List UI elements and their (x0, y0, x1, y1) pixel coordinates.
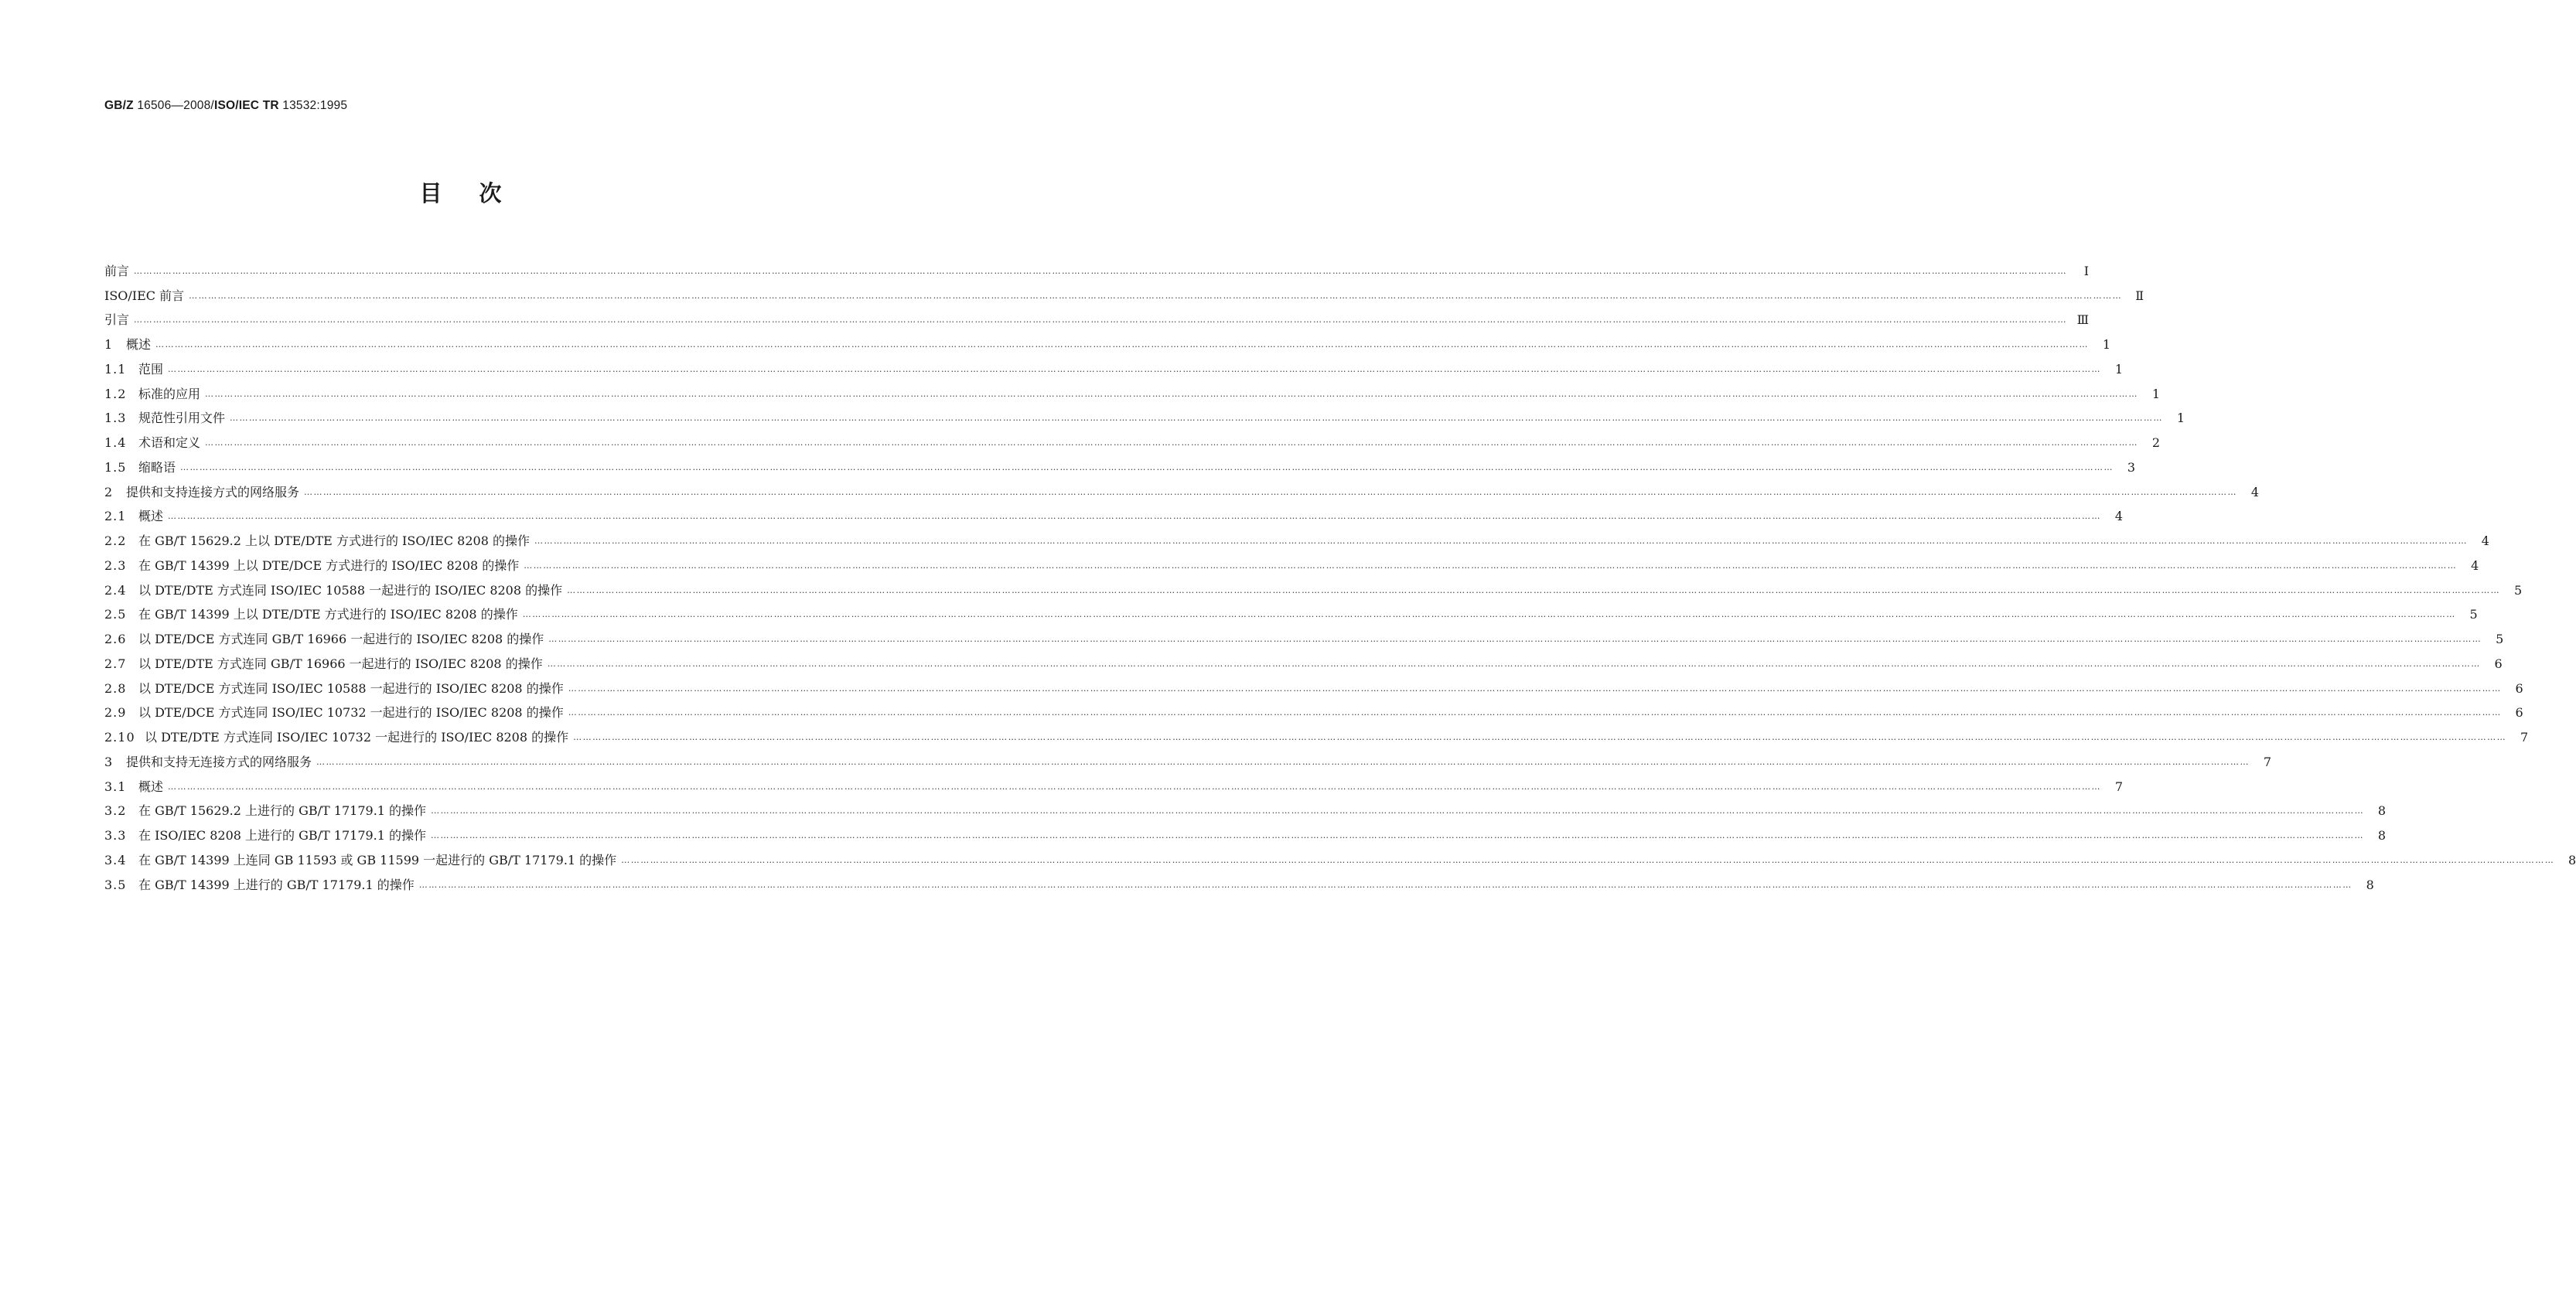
toc-entry-text (104, 803, 426, 819)
toc-entry-page: 5 (2513, 582, 2523, 598)
toc-leader-dots: …………………………………………………………………………………………………………………………………………………………………………………………………………………………………………………………………………………………………………………………………………………………………………………………………………………………………………………………………………………………………………………………………………………… (547, 658, 2481, 669)
toc-leader-dots: …………………………………………………………………………………………………………………………………………………………………………………………………………………………………………………………………………………………………………………………………………………………………………………………………………………………………………………………………………………………………………………………………………………… (189, 290, 2123, 301)
toc-entry[interactable] (104, 500, 2124, 525)
toc-entry-title: 规范性引用文件 (138, 411, 226, 426)
toc-entry-text (104, 632, 544, 647)
toc-entry-text (104, 337, 151, 353)
toc-entry-text (104, 853, 616, 868)
toc-entry-text (104, 755, 312, 770)
toc-entry-title: 在 GB/T 14399 上以 DTE/DTE 方式进行的 ISO/IEC 8208 的操作 (138, 607, 518, 622)
toc-entry-number: 1.2 (104, 386, 127, 401)
toc-entry-title: 在 ISO/IEC 8208 上进行的 GB/T 17179.1 的操作 (138, 828, 427, 843)
toc-entry-text (104, 387, 200, 402)
toc-entry-page: 6 (2515, 680, 2523, 696)
toc-entry-page: 5 (2496, 632, 2504, 646)
toc-entry-number: 1.4 (104, 435, 127, 450)
toc-entry-text (104, 878, 415, 893)
toc-leader-dots: …………………………………………………………………………………………………………………………………………………………………………………………………………………………………………………………………………………………………………………………………………………………………………………………………………………………………………………………………………………………………………………………………………………… (548, 634, 2482, 644)
toc-entry-page: 8 (2377, 803, 2387, 819)
toc-entry-page: 7 (2263, 754, 2272, 769)
toc-leader-dots: …………………………………………………………………………………………………………………………………………………………………………………………………………………………………………………………………………………………………………………………………………………………………………………………………………………………………………………………………………………………………………………………………………………… (522, 609, 2456, 620)
toc-entry-page: 8 (2377, 828, 2387, 843)
toc-entry-page: 1 (2151, 386, 2161, 401)
toc-leader-dots: …………………………………………………………………………………………………………………………………………………………………………………………………………………………………………………………………………………………………………………………………………………………………………………………………………………………………………………………………………………………………………………………………………………… (134, 315, 2068, 326)
toc-leader-dots: …………………………………………………………………………………………………………………………………………………………………………………………………………………………………………………………………………………………………………………………………………………………………………………………………………………………………………………………………………………………………………………………………………………… (534, 536, 2468, 546)
toc-entry-text (104, 681, 564, 697)
toc-entry-title: 概述 (138, 509, 164, 524)
toc-entry-number: 2.1 (104, 509, 127, 524)
toc-entry-number: 2.2 (104, 533, 127, 548)
toc-leader-dots: …………………………………………………………………………………………………………………………………………………………………………………………………………………………………………………………………………………………………………………………………………………………………………………………………………………………………………………………………………………………………………………………………………………… (524, 560, 2458, 571)
toc-entry-page: 2 (2151, 435, 2161, 450)
toc-leader-dots: …………………………………………………………………………………………………………………………………………………………………………………………………………………………………………………………………………………………………………………………………………………………………………………………………………………………………………………………………………………………………………………………………………………… (180, 462, 2114, 472)
toc-entry[interactable] (104, 402, 2185, 427)
toc-entry-page: 4 (2250, 484, 2260, 499)
toc-entry-text (104, 485, 299, 500)
toc-entry-page: 6 (2494, 656, 2503, 671)
toc-entry[interactable] (104, 279, 2144, 304)
toc-entry-title: 概述 (138, 779, 164, 794)
toc-entry-text (104, 264, 129, 279)
toc-entry-title: 概述 (126, 337, 152, 352)
toc-leader-dots: …………………………………………………………………………………………………………………………………………………………………………………………………………………………………………………………………………………………………………………………………………………………………………………………………………………………………………………………………………………………………………………………………………………… (168, 511, 2102, 522)
toc-leader-dots: …………………………………………………………………………………………………………………………………………………………………………………………………………………………………………………………………………………………………………………………………………………………………………………………………………………………………………………………………………………………………………………………………………………… (418, 879, 2353, 890)
toc-entry-number: 2.4 (104, 582, 127, 598)
toc-entry[interactable] (104, 574, 2523, 598)
toc-entry[interactable] (104, 328, 2111, 353)
toc-leader-dots: …………………………………………………………………………………………………………………………………………………………………………………………………………………………………………………………………………………………………………………………………………………………………………………………………………………………………………………………………………………………………………………………………………………… (573, 732, 2507, 742)
toc-entry-title: 在 GB/T 15629.2 上以 DTE/DTE 方式进行的 ISO/IEC 8208 的操作 (138, 533, 530, 548)
toc-title: 目次 (419, 180, 539, 206)
toc-entry-page: 8 (2366, 877, 2374, 892)
toc-entry-title: 在 GB/T 14399 上连同 GB 11593 或 GB 11599 一起进行的 GB/T 17179.1 的操作 (138, 852, 617, 867)
toc-entry-title: 以 DTE/DCE 方式连同 GB/T 16966 一起进行的 ISO/IEC 8208 的操作 (138, 632, 544, 646)
toc-entry[interactable] (104, 254, 2090, 279)
toc-entry[interactable] (104, 598, 2478, 623)
toc-entry-text (104, 583, 562, 598)
toc-leader-dots: …………………………………………………………………………………………………………………………………………………………………………………………………………………………………………………………………………………………………………………………………………………………………………………………………………………………………………………………………………………………………………………………………………………… (431, 806, 2365, 816)
toc-entry-title: 以 DTE/DTE 方式连同 GB/T 16966 一起进行的 ISO/IEC 8208 的操作 (138, 656, 543, 671)
toc-entry-text (104, 509, 163, 524)
toc-entry-number: 2.5 (104, 607, 127, 622)
toc-leader-dots: …………………………………………………………………………………………………………………………………………………………………………………………………………………………………………………………………………………………………………………………………………………………………………………………………………………………………………………………………………………………………………………………………………………… (568, 707, 2502, 718)
toc-leader-dots: …………………………………………………………………………………………………………………………………………………………………………………………………………………………………………………………………………………………………………………………………………………………………………………………………………………………………………………………………………………………………………………………………………………… (316, 756, 2250, 767)
toc-entry-number: 2.6 (104, 632, 127, 646)
toc-entry-title: 以 DTE/DTE 方式连同 ISO/IEC 10732 一起进行的 ISO/IEC 8208 的操作 (145, 730, 569, 745)
toc-entry-title: 引言 (104, 312, 130, 328)
toc-entry[interactable] (104, 697, 2523, 721)
toc-entry-title: 提供和支持无连接方式的网络服务 (126, 754, 312, 769)
toc-entry-text (104, 656, 543, 672)
toc-leader-dots: …………………………………………………………………………………………………………………………………………………………………………………………………………………………………………………………………………………………………………………………………………………………………………………………………………………………………………………………………………………………………………………………………………………… (304, 486, 2238, 497)
toc-entry-text (104, 705, 564, 721)
header-code-part4: 13532:1995 (278, 99, 348, 112)
document-code-header (104, 99, 347, 113)
toc-leader-dots: …………………………………………………………………………………………………………………………………………………………………………………………………………………………………………………………………………………………………………………………………………………………………………………………………………………………………………………………………………………………………………………………………………………… (568, 683, 2502, 694)
toc-entry-text (104, 288, 184, 304)
toc-leader-dots: …………………………………………………………………………………………………………………………………………………………………………………………………………………………………………………………………………………………………………………………………………………………………………………………………………………………………………………………………………………………………………………………………………………… (168, 363, 2102, 374)
toc-entry-title: ISO/IEC 前言 (104, 288, 185, 303)
toc-entry-page: 1 (2176, 411, 2185, 426)
toc-entry[interactable] (104, 868, 2374, 893)
toc-entry[interactable] (104, 844, 2576, 868)
toc-entry-title: 以 DTE/DTE 方式连同 ISO/IEC 10588 一起进行的 ISO/IEC 8208 的操作 (138, 582, 563, 598)
toc-leader-dots: …………………………………………………………………………………………………………………………………………………………………………………………………………………………………………………………………………………………………………………………………………………………………………………………………………………………………………………………………………………………………………………………………………………… (205, 438, 2139, 448)
toc-entry-page: 4 (2114, 509, 2124, 524)
toc-entry[interactable] (104, 426, 2161, 451)
toc-leader-dots: …………………………………………………………………………………………………………………………………………………………………………………………………………………………………………………………………………………………………………………………………………………………………………………………………………………………………………………………………………………………………………………………………………………… (230, 413, 2164, 424)
toc-entry-page: Ⅲ (2076, 312, 2090, 328)
toc-entry-text (104, 558, 519, 574)
toc-entry[interactable] (104, 745, 2272, 770)
toc-entry-number: 3.4 (104, 852, 127, 867)
toc-entry-text (104, 828, 426, 844)
toc-entry-text (104, 411, 225, 426)
toc-entry[interactable] (104, 377, 2161, 402)
toc-entry-title: 在 GB/T 14399 上以 DTE/DCE 方式进行的 ISO/IEC 8208 的操作 (138, 557, 520, 573)
toc-entry[interactable] (104, 819, 2387, 844)
toc-entry-text (104, 607, 518, 622)
toc-entry[interactable] (104, 549, 2479, 574)
toc-entry[interactable] (104, 353, 2124, 377)
toc-entry-page: 8 (2568, 852, 2576, 867)
toc-entry-text (104, 362, 163, 377)
toc-entry[interactable] (104, 770, 2124, 795)
toc-leader-dots: …………………………………………………………………………………………………………………………………………………………………………………………………………………………………………………………………………………………………………………………………………………………………………………………………………………………………………………………………………………………………………………………………………………… (134, 265, 2068, 276)
toc-entry-number: 3.5 (104, 877, 127, 892)
toc-entry-number: 2.8 (104, 680, 127, 696)
toc-entry[interactable] (104, 475, 2260, 500)
toc-leader-dots: …………………………………………………………………………………………………………………………………………………………………………………………………………………………………………………………………………………………………………………………………………………………………………………………………………………………………………………………………………………………………………………………………………………… (168, 781, 2102, 792)
toc-entry[interactable] (104, 622, 2504, 647)
toc-leader-dots: …………………………………………………………………………………………………………………………………………………………………………………………………………………………………………………………………………………………………………………………………………………………………………………………………………………………………………………………………………………………………………………………………………………… (431, 830, 2365, 840)
toc-entry-number: 2 (104, 484, 114, 499)
toc-entry-page: 5 (2469, 607, 2478, 622)
toc-entry-number: 3.2 (104, 803, 127, 819)
toc-entry-number: 3 (104, 754, 114, 769)
toc-entry-text (104, 779, 163, 795)
toc-entry-page: 1 (2114, 361, 2124, 377)
toc-entry[interactable] (104, 647, 2503, 672)
toc-entry-number: 1 (104, 337, 114, 352)
toc-entry-number: 2.9 (104, 705, 127, 721)
toc-entry-number: 1.1 (104, 361, 127, 377)
toc-entry-title: 在 GB/T 15629.2 上进行的 GB/T 17179.1 的操作 (138, 803, 427, 819)
toc-entry-title: 以 DTE/DCE 方式连同 ISO/IEC 10588 一起进行的 ISO/IEC 8208 的操作 (138, 680, 564, 696)
toc-entry-text (104, 533, 530, 549)
toc-entry-number: 2.10 (104, 730, 135, 745)
header-code-part1: GB/Z (104, 99, 134, 112)
toc-entry-page: Ⅰ (2083, 263, 2090, 278)
toc-leader-dots: …………………………………………………………………………………………………………………………………………………………………………………………………………………………………………………………………………………………………………………………………………………………………………………………………………………………………………………………………………………………………………………………………………………… (567, 585, 2501, 595)
toc-entry-number: 3.3 (104, 828, 127, 843)
toc-entry-title: 提供和支持连接方式的网络服务 (126, 484, 300, 499)
toc-entry-title: 标准的应用 (138, 386, 201, 401)
toc-entry[interactable] (104, 795, 2387, 820)
toc-entry-number: 3.1 (104, 779, 127, 794)
toc-leader-dots: …………………………………………………………………………………………………………………………………………………………………………………………………………………………………………………………………………………………………………………………………………………………………………………………………………………………………………………………………………………………………………………………………………………… (155, 339, 2090, 349)
toc-entry-text (104, 730, 568, 745)
toc-leader-dots: …………………………………………………………………………………………………………………………………………………………………………………………………………………………………………………………………………………………………………………………………………………………………………………………………………………………………………………………………………………………………………………………………………………… (621, 854, 2555, 865)
toc-entry[interactable] (104, 721, 2529, 745)
toc-entry-page: 3 (2127, 459, 2136, 475)
toc-entry-page: 4 (2471, 557, 2479, 573)
toc-entry-page: Ⅱ (2135, 288, 2144, 303)
toc-entry-page: 1 (2102, 337, 2111, 352)
toc-entry-text (104, 312, 129, 328)
toc-entry-page: 7 (2520, 730, 2529, 745)
toc-entry-number: 2.3 (104, 557, 127, 573)
toc-entry-title: 缩略语 (138, 459, 176, 475)
header-code-part2: 16506—2008/ (133, 99, 214, 112)
toc-entry[interactable] (104, 451, 2136, 475)
toc-entry-number: 1.5 (104, 459, 127, 475)
toc-entry-number: 1.3 (104, 411, 127, 426)
toc-entry-number: 2.7 (104, 656, 127, 671)
toc-entry-text (104, 435, 200, 451)
table-of-contents (104, 254, 2576, 893)
toc-entry-page: 6 (2515, 705, 2523, 721)
toc-entry[interactable] (104, 672, 2523, 697)
toc-entry-page: 7 (2114, 779, 2124, 794)
toc-entry[interactable] (104, 524, 2489, 549)
toc-entry-title: 术语和定义 (138, 435, 201, 450)
toc-leader-dots: …………………………………………………………………………………………………………………………………………………………………………………………………………………………………………………………………………………………………………………………………………………………………………………………………………………………………………………………………………………………………………………………………………………… (205, 388, 2139, 399)
toc-entry-title: 前言 (104, 263, 130, 278)
toc-entry-title: 在 GB/T 14399 上进行的 GB/T 17179.1 的操作 (138, 877, 415, 892)
toc-entry[interactable] (104, 304, 2090, 329)
toc-entry-page: 4 (2481, 533, 2489, 548)
header-code-part3: ISO/IEC TR (213, 99, 279, 112)
toc-entry-text (104, 460, 176, 475)
toc-entry-title: 范围 (138, 361, 164, 377)
toc-entry-title: 以 DTE/DCE 方式连同 ISO/IEC 10732 一起进行的 ISO/IEC 8208 的操作 (138, 705, 564, 721)
